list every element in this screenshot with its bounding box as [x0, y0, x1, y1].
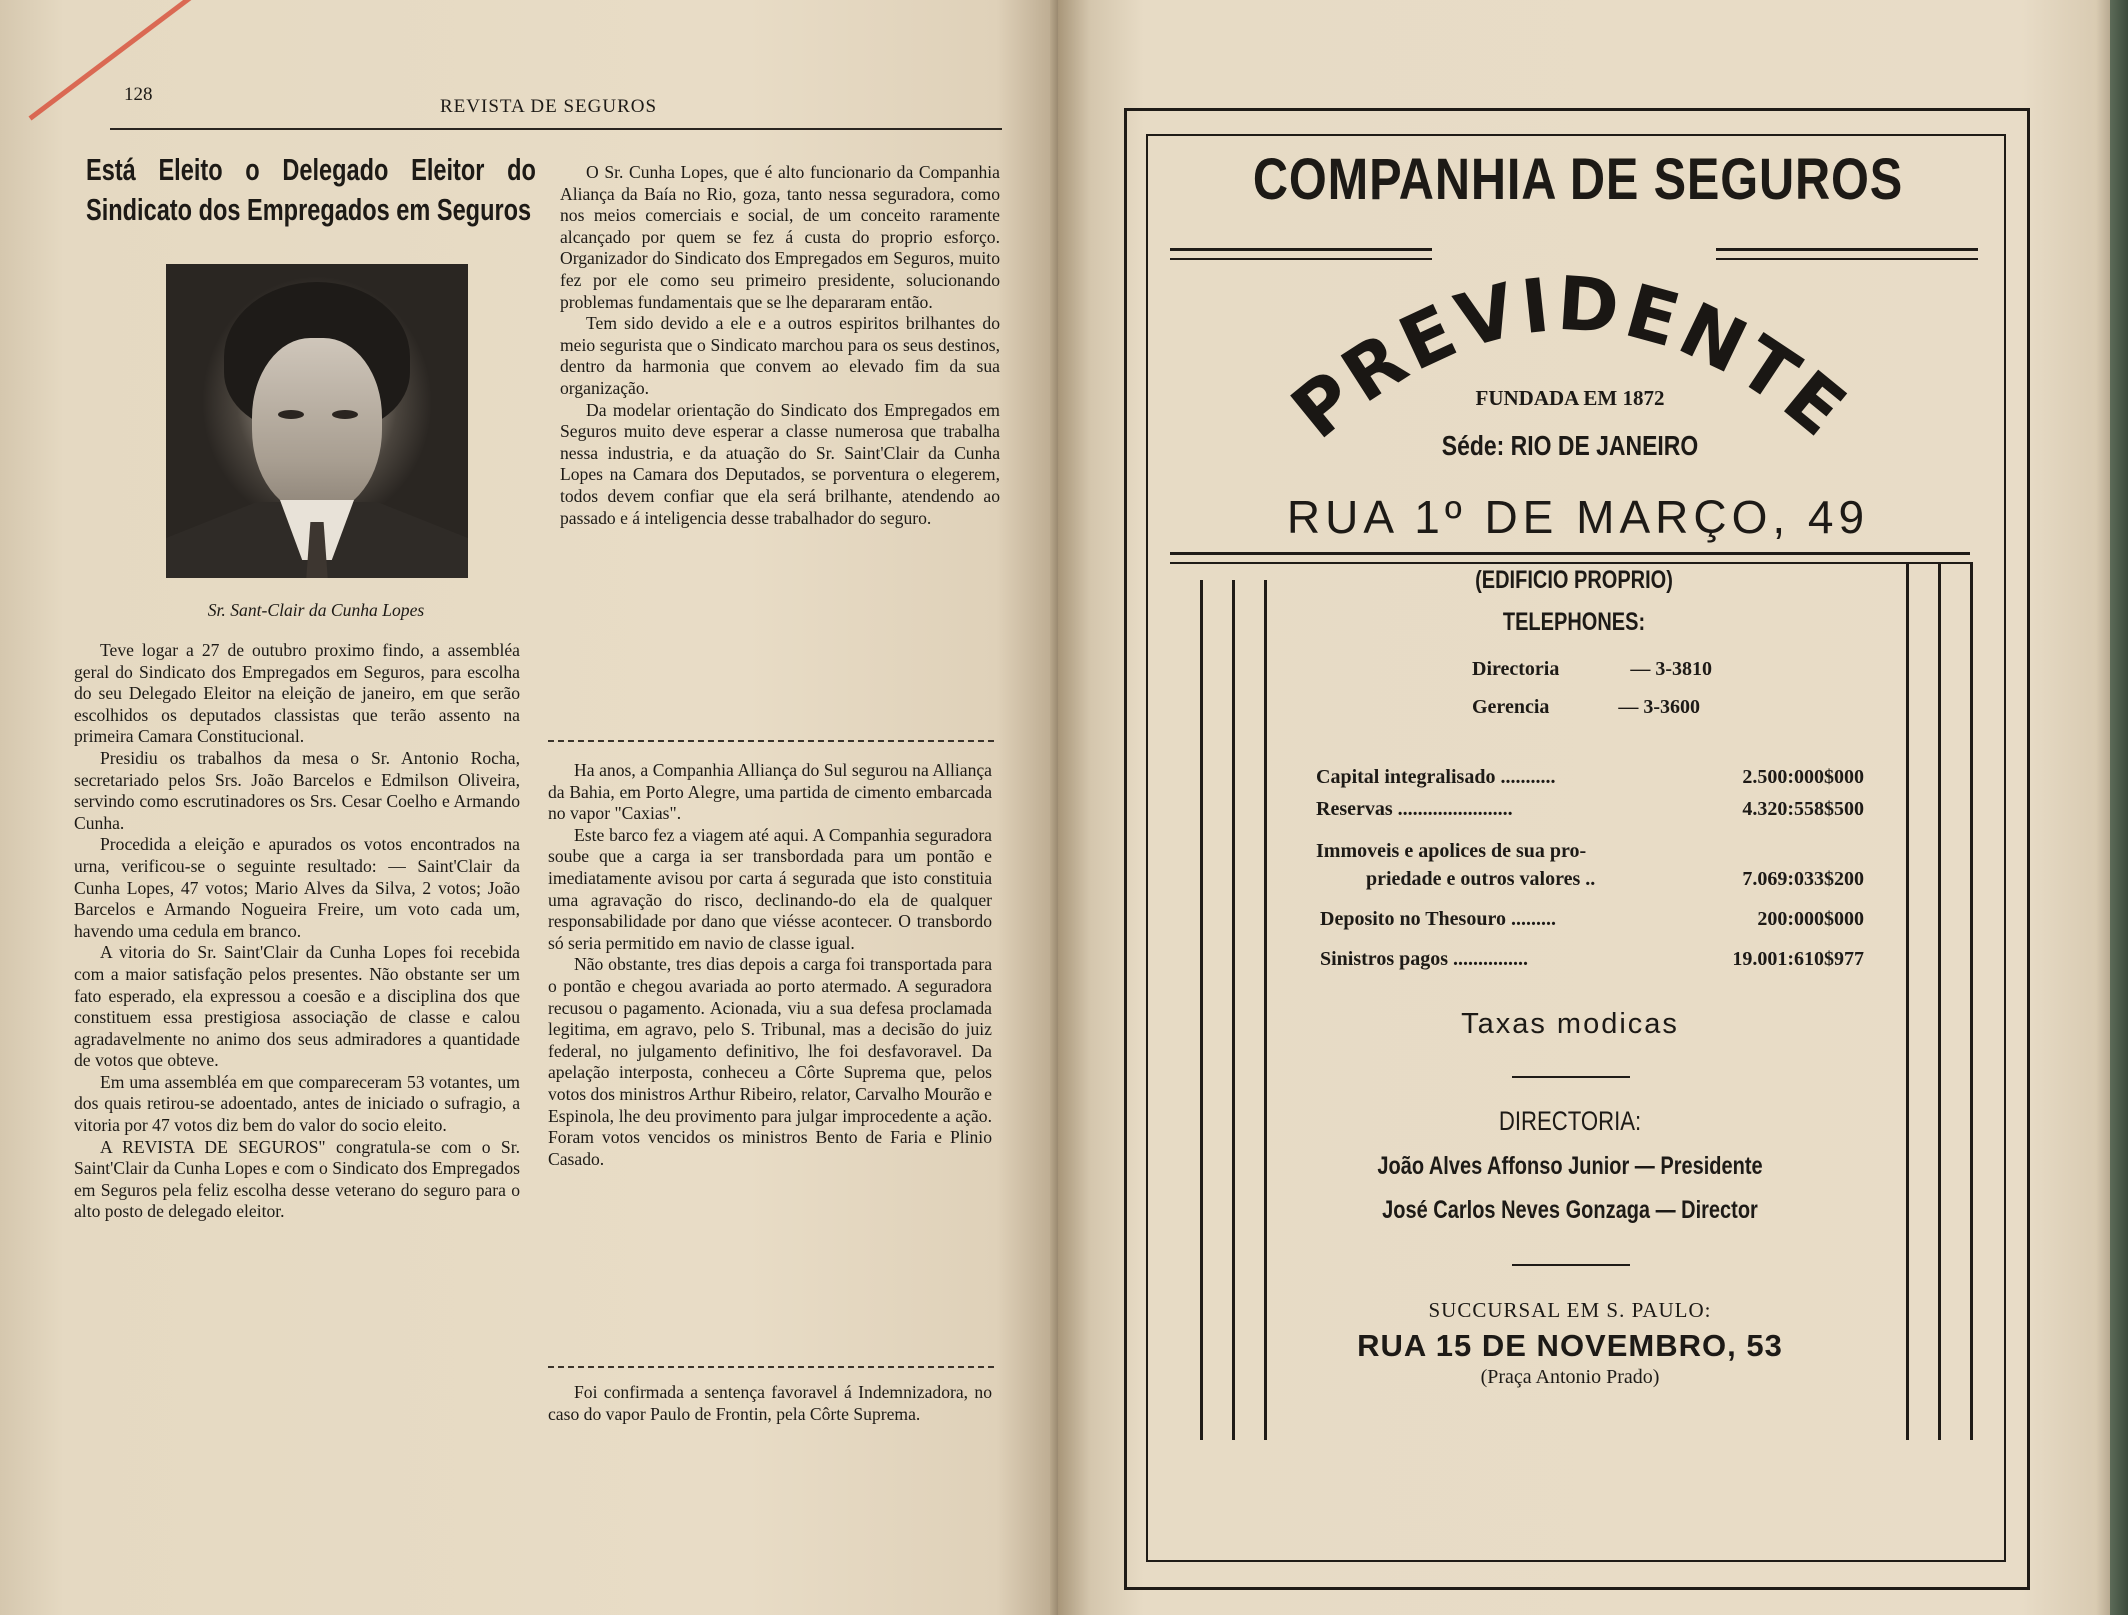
- column-bar: [1970, 562, 1973, 1440]
- founded-line: FUNDADA EM 1872: [1475, 386, 1665, 410]
- paragraph: O Sr. Cunha Lopes, que é alto funcionario da Companhia Aliança da Baía no Rio, goza, tanto nessa seguradora, como nos meios comerciais e social, de um conceito raramente alcançado por quem se fez á custa do proprio esforço. Organizador do Sindicato dos Empregados em Seguros, muito fez por ele como seu primeiro presidente, solucionando problemas fundamentais que se lhe depararam então.: [560, 162, 1000, 312]
- rule: [1716, 248, 1978, 251]
- portrait-photo: [166, 264, 468, 578]
- photo-caption: Sr. Sant-Clair da Cunha Lopes: [207, 600, 425, 620]
- paragraph: Da modelar orientação do Sindicato dos Empregados em Seguros muito deve esperar a classe numerosa que trabalha nessa industria, e da atuação do Sr. Saint'Clair da Cunha Lopes na Camara dos Deputados, se porventura o elegerem, todos devem confiar que ela será brilhante, atendendo ao passado e á inteligencia desse trabalhador do seguro.: [560, 399, 1000, 528]
- column-2-article-2: [548, 760, 992, 1170]
- phone-label: Gerencia: [1472, 696, 1550, 718]
- financial-label: Reservas .......................: [1316, 798, 1513, 820]
- phone-row: [1472, 658, 1712, 682]
- article-headline: Está Eleito o Delegado Eleitor do Sindicato dos Empregados em Seguros: [86, 152, 536, 227]
- phone-row: [1472, 696, 1700, 720]
- financial-row: [1320, 908, 1864, 932]
- board-member: João Alves Affonso Junior — Presidente: [1377, 1152, 1763, 1180]
- rule: [1512, 1264, 1630, 1266]
- rule: [1170, 552, 1970, 555]
- rates-line: Taxas modicas: [1461, 1008, 1679, 1040]
- page-number: 128: [124, 84, 153, 105]
- telephones-label: TELEPHONES:: [1502, 608, 1646, 636]
- paragraph: Tem sido devido a ele e a outros espiritos brilhantes do meio segurista que o Sindicato marchou para os seus destinos, dentro da harmonia que convem ao elevado fim da sua organização.: [560, 313, 1000, 398]
- paragraph: A vitoria do Sr. Saint'Clair da Cunha Lopes foi recebida com a maior satisfação pelos presentes. Não obstante ser um fato esperado, ela expressou a coesão e a disciplina dos que constituem essa prestigiosa associação de classe e calou agradavelmente no animo dos seus admiradores a quantidade de votos que obteve.: [74, 942, 520, 1071]
- financial-row: [1320, 948, 1864, 972]
- financial-value: 19.001:610$977: [1732, 948, 1864, 970]
- rule: [1170, 258, 1432, 260]
- column-bar: [1264, 580, 1267, 1440]
- financial-label: Capital integralisado ...........: [1316, 766, 1556, 788]
- running-head: REVISTA DE SEGUROS: [440, 96, 658, 117]
- branch-label: SUCCURSAL EM S. PAULO:: [1428, 1298, 1712, 1322]
- paragraph: Este barco fez a viagem até aqui. A Companhia seguradora soube que a carga ia ser transbordada para um pontão e imediatamente avisou por carta á segurada que isto constituia uma agravação do risco, declinando-do ela de qualquer responsabilidade por dano que viésse acontecer. O transbordo só seria permitido em navio de classe igual.: [548, 824, 992, 953]
- portrait-face: [252, 338, 382, 514]
- financial-value: 4.320:558$500: [1742, 798, 1864, 820]
- company-name: COMPANHIA DE SEGUROS: [1252, 147, 1904, 212]
- paragraph: Foi confirmada a sentença favoravel á Indemnizadora, no caso do vapor Paulo de Frontin, pela Côrte Suprema.: [548, 1382, 992, 1424]
- rule: [1170, 248, 1432, 251]
- rule: [1512, 1076, 1630, 1078]
- portrait-eye-right: [332, 410, 358, 419]
- section-divider: [548, 1366, 994, 1368]
- financial-label: priedade e outros valores ..: [1366, 868, 1596, 890]
- brand-name: [1276, 270, 1864, 456]
- branch-address: RUA 15 DE NOVEMBRO, 53: [1357, 1328, 1783, 1363]
- financial-label: Immoveis e apolices de sua pro-: [1316, 840, 1587, 862]
- building-line: (EDIFICIO PROPRIO): [1475, 566, 1673, 594]
- financial-row: [1366, 868, 1864, 892]
- cover-edge: [2110, 0, 2128, 1615]
- red-pencil-mark: [28, 0, 199, 120]
- column-bar: [1200, 580, 1203, 1440]
- branch-note: (Praça Antonio Prado): [1480, 1366, 1660, 1388]
- paragraph: Em uma assembléa em que compareceram 53 votantes, um dos quais retirou-se adoentado, antes de iniciado o sufragio, a vitoria por 47 votos diz bem do valor do socio eleito.: [74, 1071, 520, 1136]
- column-1: [74, 640, 520, 1223]
- column-2: [560, 162, 1000, 529]
- column-bar: [1232, 580, 1235, 1440]
- financial-label: Sinistros pagos ...............: [1320, 948, 1529, 970]
- financial-row: [1316, 840, 1864, 864]
- seat-line: Séde: RIO DE JANEIRO: [1441, 430, 1699, 461]
- brand-name-text: PREVIDENTE: [1276, 270, 1865, 456]
- section-divider: [548, 740, 994, 742]
- paragraph: A REVISTA DE SEGUROS" congratula-se com o Sr. Saint'Clair da Cunha Lopes e com o Sindicato dos Empregados em Seguros pela feliz escolha desse veterano do seguro para o alto posto de delegado eleitor.: [74, 1136, 520, 1222]
- financial-row: [1316, 798, 1864, 822]
- paragraph: Teve logar a 27 de outubro proximo findo, a assembléa geral do Sindicato dos Empregados em Seguros, para escolha do seu Delegado Eleitor na eleição de janeiro, em que serão escolhidos os deputados classistas que terão assento na primeira Camara Constitucional.: [74, 640, 520, 747]
- phone-label: Directoria: [1472, 658, 1560, 680]
- financial-value: 2.500:000$000: [1742, 766, 1864, 788]
- board-label: DIRECTORIA:: [1498, 1106, 1642, 1136]
- paragraph: Procedida a eleição e apurados os votos encontrados na urna, verificou-se o seguinte resultado: — Saint'Clair da Cunha Lopes, 47 votos; Mario Alves da Silva, 2 votos; João Barcelos e Armando Nogueira Freire, um voto cada um, havendo uma cedula em branco.: [74, 834, 520, 941]
- portrait-eye-left: [278, 410, 304, 419]
- column-bar: [1938, 562, 1941, 1440]
- board-member: José Carlos Neves Gonzaga — Director: [1382, 1196, 1758, 1224]
- phone-number: — 3-3600: [1618, 696, 1700, 718]
- header-rule: [110, 128, 1002, 130]
- phone-number: — 3-3810: [1630, 658, 1712, 680]
- paragraph: Ha anos, a Companhia Alliança do Sul segurou na Alliança da Bahia, em Porto Alegre, uma partida de cimento embarcada no vapor "Caxias".: [548, 760, 992, 824]
- paragraph: Presidiu os trabalhos da mesa o Sr. Antonio Rocha, secretariado pelos Srs. João Barcelos e Edmilson Oliveira, servindo como escrutinadores os Srs. Cesar Coelho e Armando Cunha.: [74, 747, 520, 833]
- main-address: RUA 1º DE MARÇO, 49: [1286, 491, 1870, 543]
- financial-value: 200:000$000: [1757, 908, 1864, 930]
- column-2-article-3: [548, 1382, 992, 1425]
- rule: [1716, 258, 1978, 260]
- left-page: [0, 0, 1060, 1615]
- column-bar: [1906, 562, 1909, 1440]
- paragraph: Não obstante, tres dias depois a carga foi transportada para o pontão e chegou avariada ao porto atermado. A seguradora recusou o pagamento. Acionada, viu a sua defesa proclamada legitima, em agravo, pelo S. Tribunal, mas a decisão do juiz federal, no julgamento definitivo, lhe foi desfavoravel. Da apelação interposta, conheceu a Côrte Suprema que, pelos votos dos ministros Arthur Ribeiro, relator, Carvalho Mourão e Espinola, lhe deu provimento para julgar improcedente a ação. Foram votos vencidos os ministros Bento de Faria e Plinio Casado.: [548, 954, 992, 1169]
- financial-label: Deposito no Thesouro .........: [1320, 908, 1556, 930]
- financial-row: [1316, 766, 1864, 790]
- financial-value: 7.069:033$200: [1742, 868, 1864, 890]
- rule: [1170, 562, 1970, 564]
